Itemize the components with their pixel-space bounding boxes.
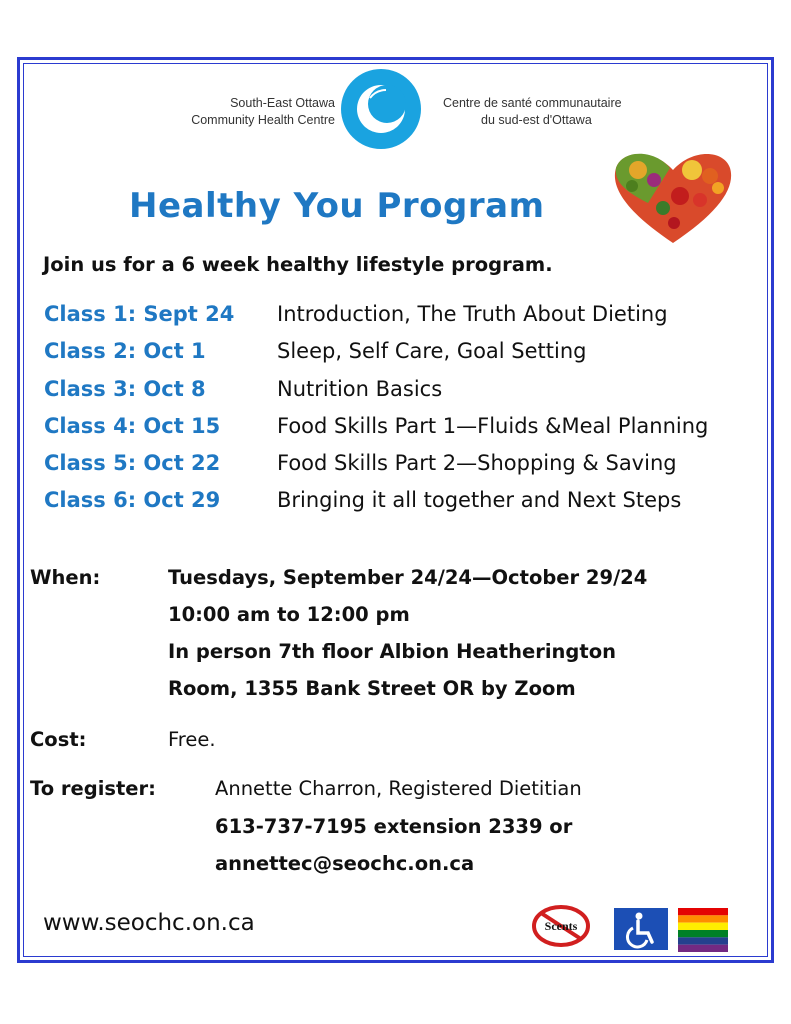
class-row (44, 302, 774, 339)
fruit-vegetable-heart-icon (608, 148, 738, 246)
cost-label: Cost: (30, 728, 87, 751)
class-date-label: Class 5: Oct 22 (44, 451, 221, 476)
when-dates: Tuesdays, September 24/24—October 29/24 (168, 566, 648, 589)
cost-value: Free. (168, 728, 216, 751)
class-topic: Food Skills Part 2—Shopping & Saving (277, 451, 677, 476)
register-contact-name: Annette Charron, Registered Dietitian (215, 777, 582, 800)
website-link[interactable]: www.seochc.on.ca (43, 910, 255, 936)
page-title: Healthy You Program (129, 186, 545, 226)
register-email[interactable]: annettec@seochc.on.ca (215, 852, 475, 875)
class-topic: Introduction, The Truth About Dieting (277, 302, 668, 326)
program-intro: Join us for a 6 week healthy lifestyle program. (43, 253, 553, 276)
class-row (44, 339, 774, 376)
org-fr-line-1: Centre de santé communautaire (443, 96, 622, 110)
class-row (44, 377, 774, 414)
class-date-label: Class 4: Oct 15 (44, 413, 221, 438)
class-topic: Sleep, Self Care, Goal Setting (277, 339, 587, 364)
class-schedule (44, 302, 774, 526)
org-name-french (443, 95, 663, 129)
when-location-line-1: In person 7th floor Albion Heatherington (168, 640, 616, 663)
class-date-label: Class 6: Oct 29 (44, 488, 221, 513)
class-topic: Food Skills Part 1—Fluids &Meal Planning (277, 413, 709, 438)
class-date-label: Class 3: Oct 8 (44, 376, 206, 401)
class-row (44, 414, 774, 451)
no-scents-icon (531, 904, 591, 948)
class-row (44, 451, 774, 488)
org-en-line-2: Community Health Centre (191, 113, 335, 127)
when-label: When: (30, 566, 101, 589)
crescent-logo-icon (340, 68, 422, 150)
org-fr-line-2: du sud-est d'Ottawa (481, 113, 592, 127)
when-location-line-2: Room, 1355 Bank Street OR by Zoom (168, 677, 576, 700)
register-phone: 613-737-7195 extension 2339 or (215, 815, 573, 838)
class-topic: Bringing it all together and Next Steps (277, 488, 682, 513)
no-scents-label: Scents (544, 919, 578, 933)
register-label: To register: (30, 777, 156, 800)
org-name-english (150, 95, 335, 129)
when-time: 10:00 am to 12:00 pm (168, 603, 410, 626)
class-date-label: Class 2: Oct 1 (44, 339, 206, 364)
class-date-label: Class 1: Sept 24 (44, 302, 235, 326)
wheelchair-accessible-icon (612, 906, 670, 952)
class-topic: Nutrition Basics (277, 376, 443, 401)
rainbow-flag-icon (678, 908, 728, 952)
class-row (44, 488, 774, 525)
org-en-line-1: South-East Ottawa (230, 96, 335, 110)
